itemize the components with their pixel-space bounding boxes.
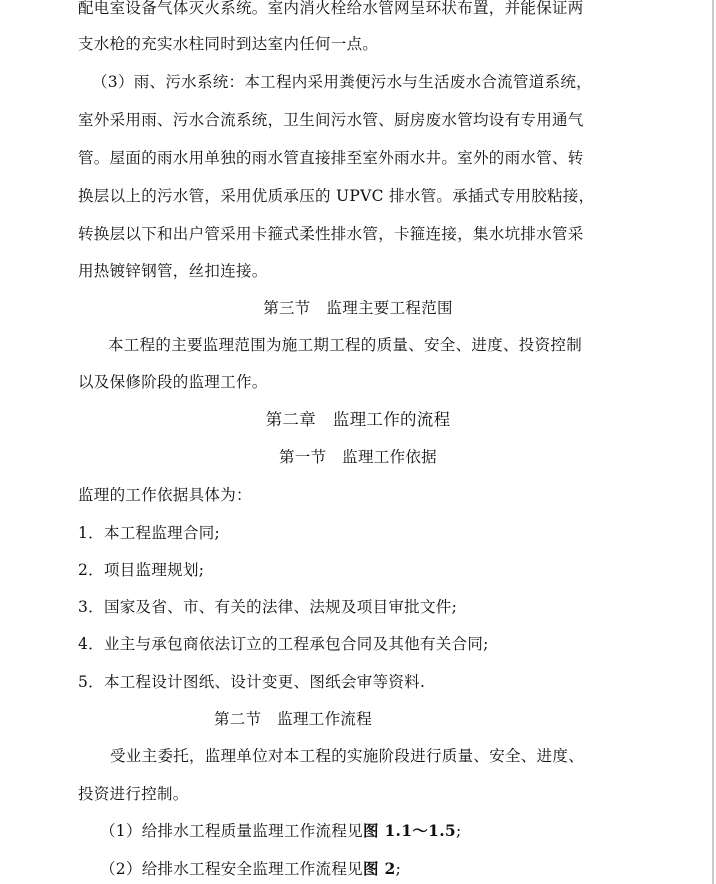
paragraph-line: 投资进行控制。 (78, 785, 189, 803)
list-item: 2．项目监理规划; (78, 561, 205, 579)
paragraph-line: 用热镀锌钢管，丝扣连接。 (78, 262, 268, 280)
flow-text: （1）给排水工程质量监理工作流程见 (100, 822, 363, 840)
figure-reference: 图 1.1～1.5 (362, 821, 456, 840)
punctuation: ; (395, 860, 402, 878)
page-border (712, 0, 714, 884)
list-item: 3．国家及省、市、有关的法律、法规及项目审批文件; (78, 598, 458, 616)
paragraph-line: 换层以上的污水管，采用优质承压的 UPVC 排水管。承插式专用胶粘接， (78, 187, 595, 205)
paragraph-line: 管。屋面的雨水用单独的雨水管直接排至室外雨水井。室外的雨水管、转 (78, 149, 584, 167)
paragraph-line: 转换层以下和出户管采用卡箍式柔性排水管，卡箍连接，集水坑排水管采 (78, 225, 584, 243)
list-item: 1．本工程监理合同; (78, 524, 221, 542)
flow-reference-line (100, 821, 640, 841)
paragraph-line: （3）雨、污水系统：本工程内采用粪便污水与生活废水合流管道系统， (92, 73, 592, 91)
paragraph-line: 配电室设备气体灭火系统。室内消火栓给水管网呈环状布置，并能保证两 (78, 0, 584, 17)
flow-text: （2）给排水工程安全监理工作流程见 (100, 860, 363, 878)
section-heading: 第二节 监理工作流程 (214, 710, 373, 728)
punctuation: ; (456, 822, 462, 840)
section-heading: 第三节 监理主要工程范围 (263, 299, 453, 317)
chapter-heading: 第二章 监理工作的流程 (265, 410, 451, 429)
paragraph-line: 室外采用雨、污水合流系统，卫生间污水管、厨房废水管均设有专用通气 (78, 111, 584, 129)
flow-reference-line (100, 859, 640, 879)
paragraph-line: 以及保修阶段的监理工作。 (78, 373, 268, 391)
section-heading: 第一节 监理工作依据 (278, 448, 437, 466)
paragraph-line: 本工程的主要监理范围为施工期工程的质量、安全、进度、投资控制 (108, 336, 583, 354)
paragraph-line: 监理的工作依据具体为： (78, 486, 252, 504)
list-item: 5．本工程设计图纸、设计变更、图纸会审等资料. (78, 673, 426, 691)
paragraph-line: 受业主委托，监理单位对本工程的实施阶段进行质量、安全、进度、 (110, 747, 585, 765)
paragraph-line: 支水枪的充实水柱同时到达室内任何一点。 (78, 35, 379, 53)
list-item: 4．业主与承包商依法订立的工程承包合同及其他有关合同; (78, 635, 489, 653)
figure-reference: 图 2 (362, 859, 396, 878)
